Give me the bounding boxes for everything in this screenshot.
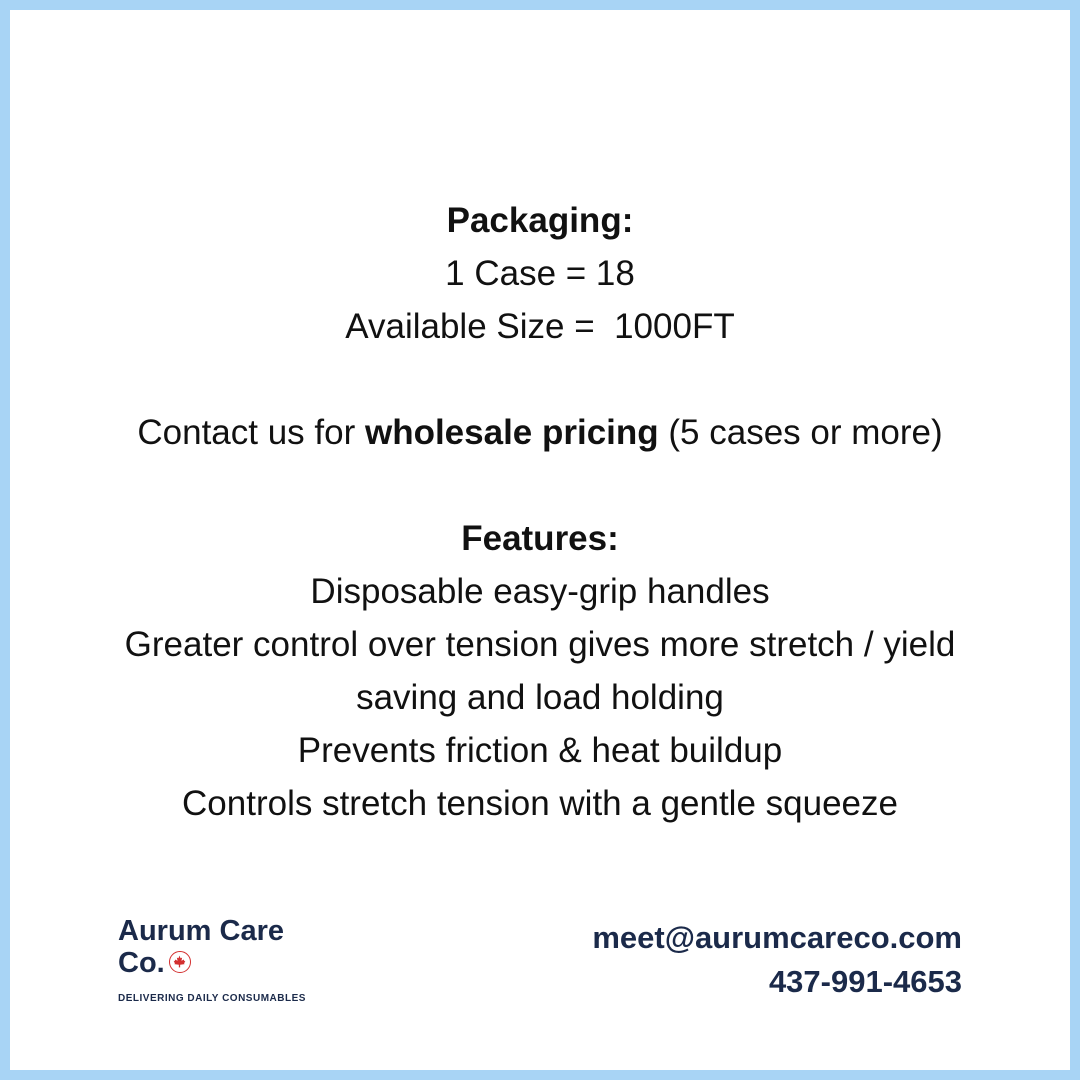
feature-item: Prevents friction & heat buildup	[297, 731, 783, 770]
brand-name-line2: Co.	[118, 947, 165, 979]
email-link[interactable]: meet@aurumcareco.com	[592, 920, 962, 955]
available-size: Available Size = 1000FT	[345, 307, 735, 346]
brand-name-line1: Aurum Care	[118, 915, 284, 947]
feature-item: Disposable easy-grip handles	[310, 572, 770, 611]
features-heading: Features:	[461, 519, 619, 558]
contact-info	[592, 916, 962, 1004]
brand-tagline: DELIVERING DAILY CONSUMABLES	[118, 993, 306, 1004]
packaging-heading: Packaging:	[446, 201, 634, 240]
feature-item: Greater control over tension gives more stretch / yield	[124, 625, 956, 664]
product-info	[20, 194, 1060, 830]
feature-item: Controls stretch tension with a gentle squeeze	[182, 784, 898, 823]
wholesale-suffix: (5 cases or more)	[658, 413, 943, 452]
phone-number[interactable]: 437-991-4653	[768, 964, 962, 999]
brand-logo	[118, 915, 306, 1004]
wholesale-note	[20, 406, 1060, 459]
maple-leaf-icon	[169, 951, 191, 973]
brand-name-line2-row	[118, 947, 306, 979]
wholesale-prefix: Contact us for	[137, 413, 365, 452]
feature-item: saving and load holding	[356, 678, 724, 717]
wholesale-pricing: wholesale pricing	[364, 413, 659, 452]
case-quantity: 1 Case = 18	[445, 254, 635, 293]
